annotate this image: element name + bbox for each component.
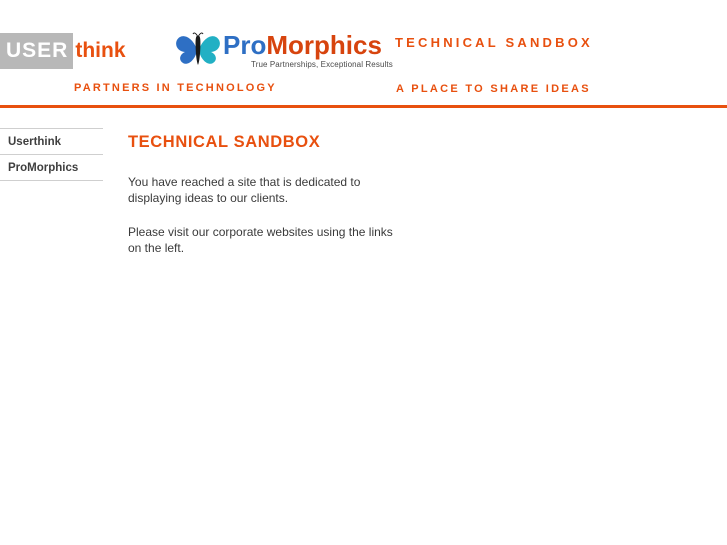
sidebar-navigation [0,128,103,181]
partners-in-technology-tagline: PARTNERS IN TECHNOLOGY [74,82,277,94]
butterfly-icon [175,32,221,66]
promorphics-logo-pro: Pro [223,30,267,60]
userthink-logo-user: USER [0,33,73,69]
links-paragraph: Please visit our corporate websites using the links on the left. [128,225,393,255]
sidebar-item-userthink[interactable]: Userthink [0,128,103,155]
page-title: TECHNICAL SANDBOX [128,133,321,151]
promorphics-logo-wordmark [223,30,382,60]
promorphics-tagline: True Partnerships, Exceptional Results [251,60,393,69]
promorphics-logo[interactable] [175,30,395,75]
header-technical-sandbox-title: TECHNICAL SANDBOX [395,35,593,50]
intro-paragraph: You have reached a site that is dedicated to displaying ideas to our clients. [128,175,361,205]
promorphics-logo-morphics: Morphics [266,30,382,60]
userthink-logo[interactable] [0,32,126,70]
sidebar-item-promorphics[interactable]: ProMorphics [0,155,103,181]
main-content [128,133,428,274]
share-ideas-tagline: A PLACE TO SHARE IDEAS [396,83,591,95]
content-area [0,107,727,544]
page-header [0,0,727,107]
userthink-logo-think: think [75,39,126,62]
